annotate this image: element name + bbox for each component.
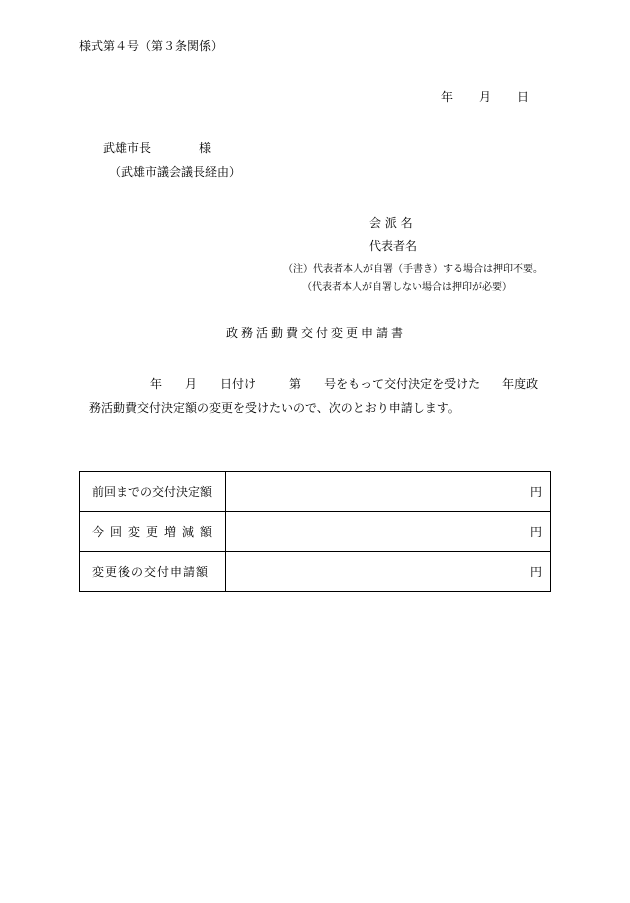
body-number-label: 第 — [289, 377, 302, 391]
row-label: 今回変更増減額 — [80, 512, 226, 552]
amount-cell[interactable]: 円 — [226, 472, 551, 512]
seal-note-required: （代表者本人が自署しない場合は押印が必要） — [302, 282, 512, 293]
body-line-2: 務活動費交付決定額の変更を受けたいので、次のとおり申請します。 — [89, 401, 460, 415]
table-row — [80, 472, 551, 512]
amount-cell[interactable]: 円 — [226, 552, 551, 592]
body-line-1 — [150, 378, 538, 390]
table-row — [80, 552, 551, 592]
addressee-line — [103, 142, 211, 154]
row-label: 変更後の交付申請額 — [80, 552, 226, 592]
table-row — [80, 512, 551, 552]
amount-table — [79, 471, 551, 592]
addressee-name: 武雄市長 — [103, 141, 152, 155]
body-year-label: 年 — [150, 377, 163, 391]
body-decision-text: 号をもって交付決定を受けた — [324, 377, 481, 391]
form-number: 様式第４号（第３条関係） — [79, 39, 224, 53]
body-dated-label: 日付け — [220, 377, 257, 391]
amount-cell[interactable]: 円 — [226, 512, 551, 552]
body-month-label: 月 — [185, 377, 198, 391]
faction-name-label: 会 派 名 — [369, 216, 413, 230]
date-day-label: 日 — [517, 90, 530, 104]
date-month-label: 月 — [479, 90, 492, 104]
addressee-honorific: 様 — [199, 141, 212, 155]
addressee-via: （武雄市議会議長経由） — [109, 165, 242, 179]
seal-note: （注）代表者本人が自署（手書き）する場合は押印不要。 — [283, 264, 543, 275]
document-title: 政務活動費交付変更申請書 — [226, 326, 407, 340]
row-label: 前回までの交付決定額 — [80, 472, 226, 512]
date-year-label: 年 — [441, 90, 454, 104]
body-fiscal-year-label: 年度政 — [502, 377, 539, 391]
representative-label: 代表者名 — [369, 239, 418, 253]
date-line — [441, 91, 529, 103]
